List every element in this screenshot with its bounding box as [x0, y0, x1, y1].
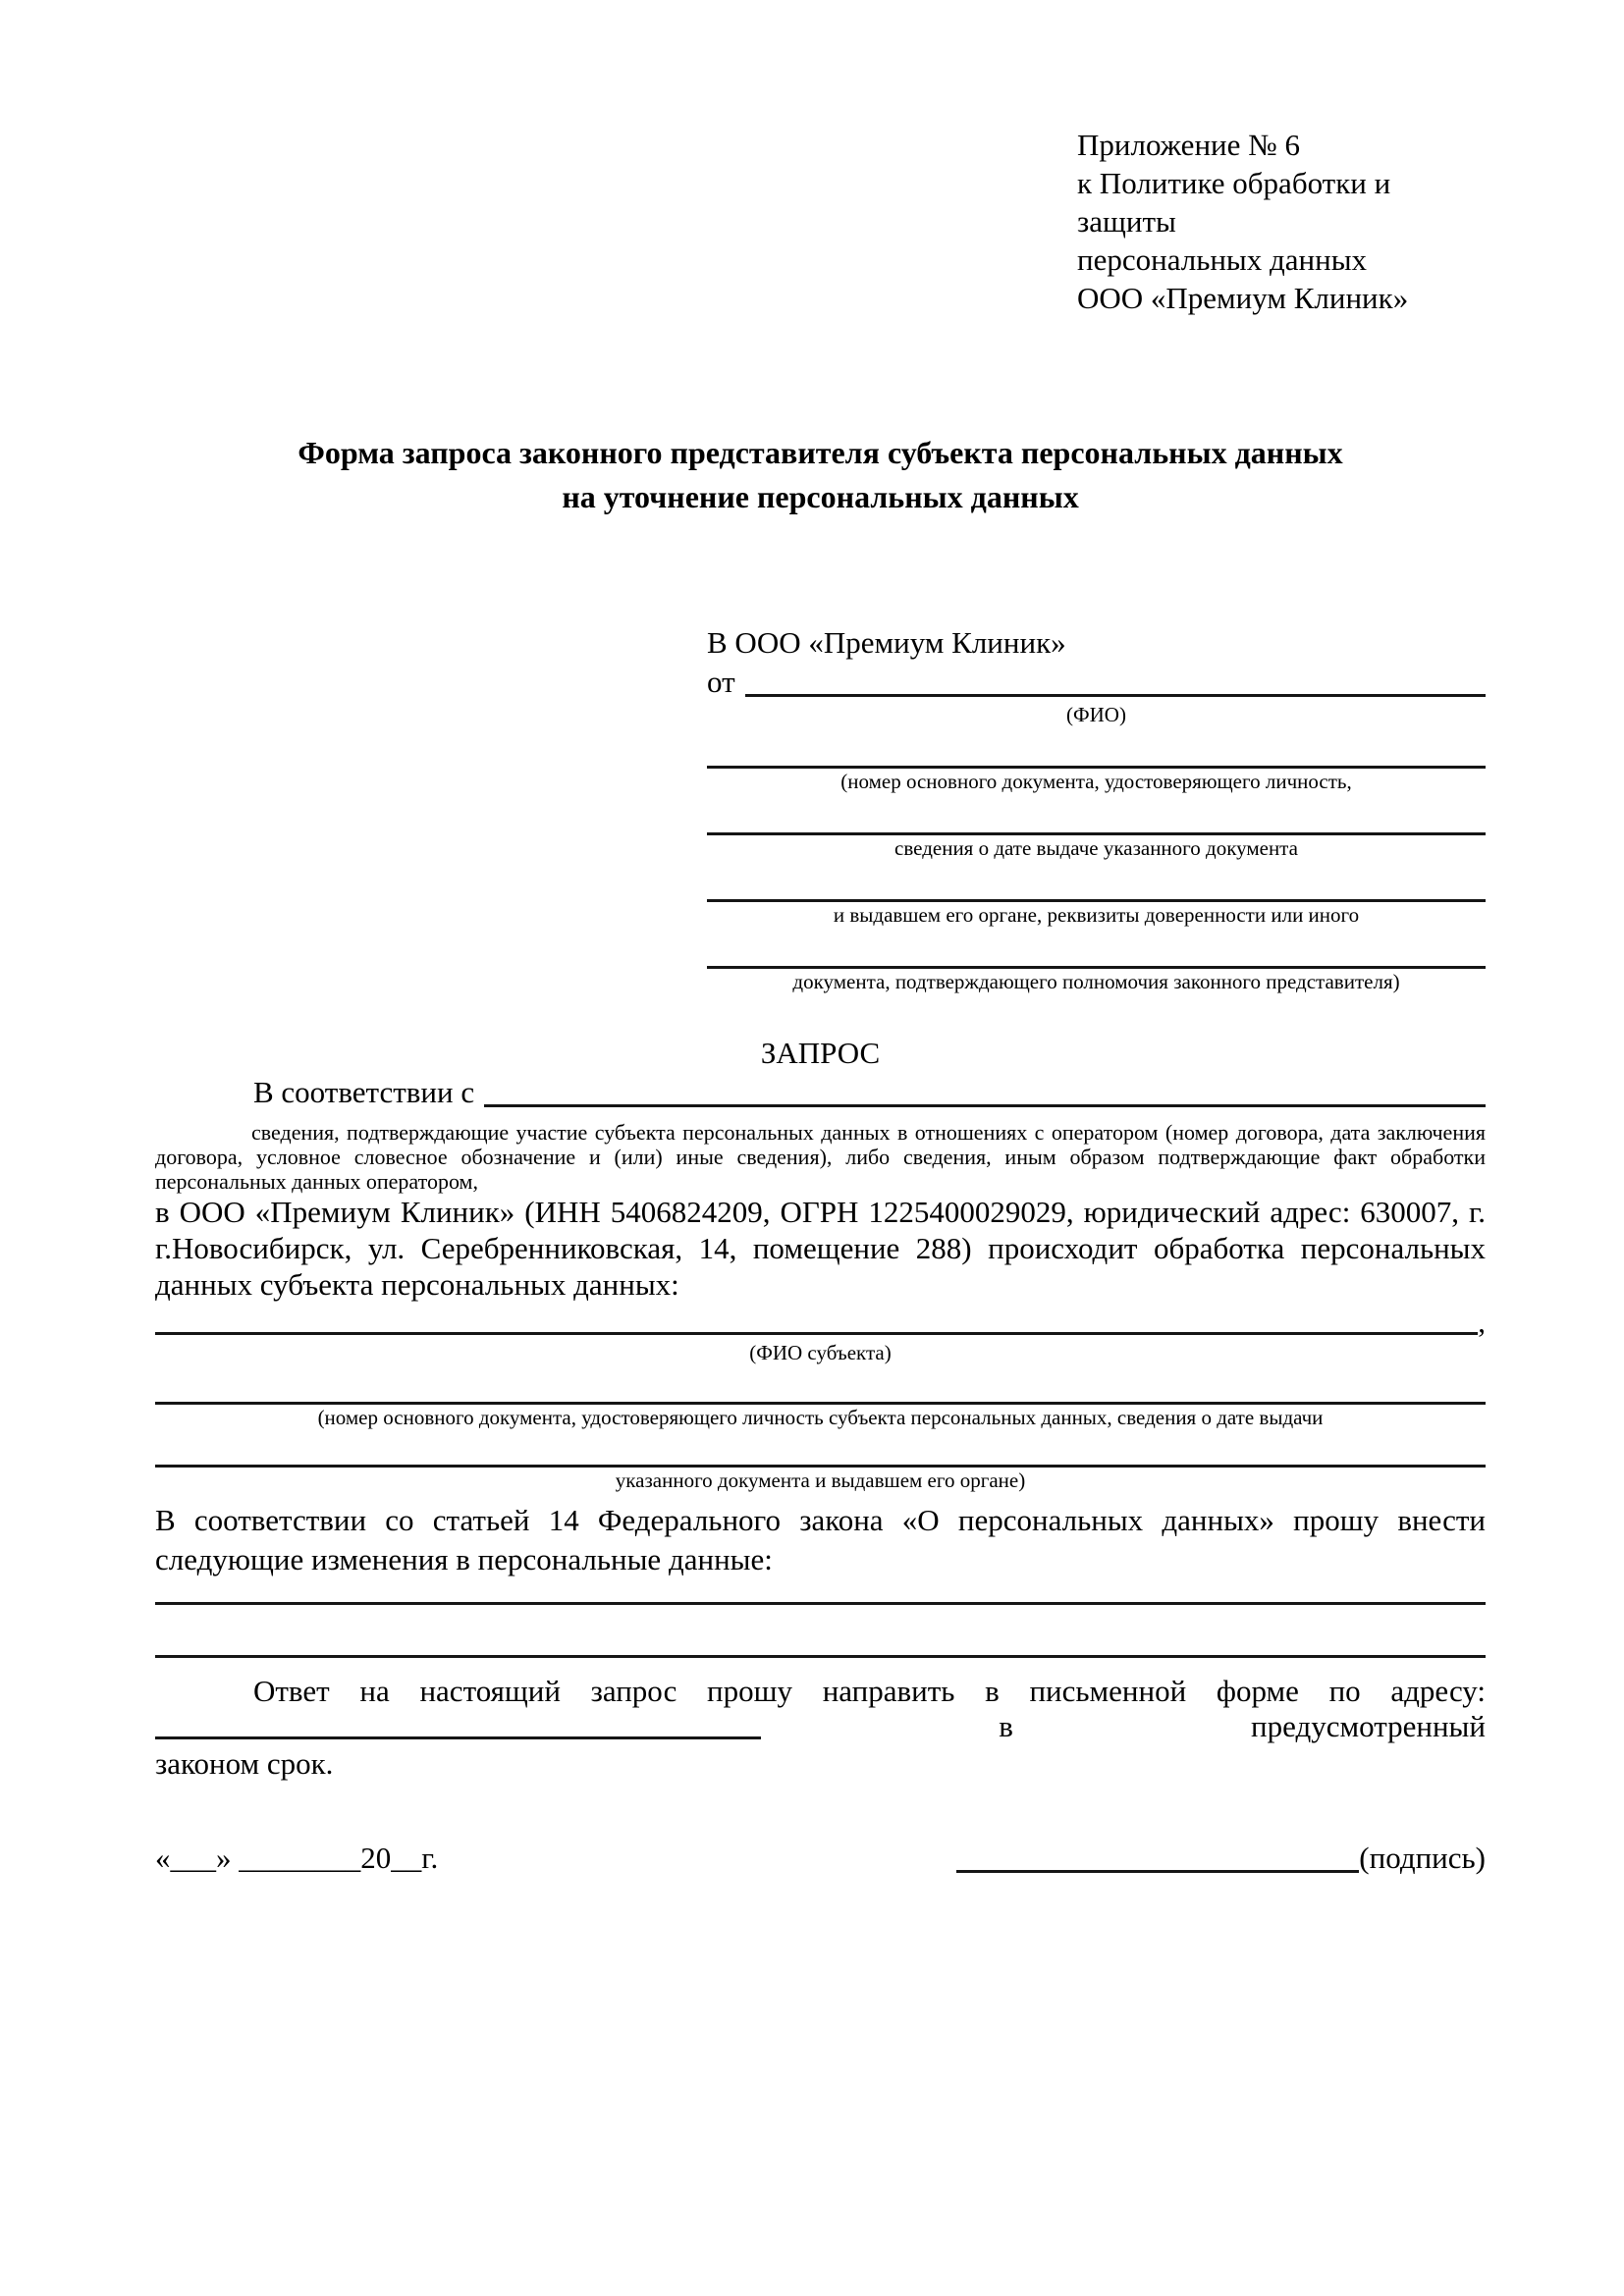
subject-document-caption-1: (номер основного документа, удостоверяющего личность субъекта персональных данных, сведения о дате выдачи [317, 1406, 1324, 1429]
response-word-in: в [999, 1709, 1013, 1743]
signature-blank-line [956, 1870, 1359, 1873]
response-address-blank-row [155, 1711, 1486, 1744]
date-blank-line: «___» ________20__г. [155, 1841, 439, 1875]
appendix-line-1: Приложение № 6 [1077, 128, 1300, 162]
blank-line [707, 861, 1486, 902]
signature-group [956, 1839, 1486, 1878]
subject-document-caption-2: указанного документа и выдавшем его органе) [615, 1468, 1026, 1492]
addressee-to-line: В ООО «Премиум Клиник» [707, 625, 1066, 660]
blank-line [707, 794, 1486, 835]
document-title [155, 431, 1486, 519]
addressee-from-row [707, 663, 1486, 702]
response-word-stipulated: предусмотренный [1251, 1709, 1486, 1743]
document-number-caption: (номер основного документа, удостоверяющего личность, [840, 770, 1352, 793]
blank-line [707, 928, 1486, 969]
request-heading: ЗАПРОС [760, 1036, 881, 1070]
appendix-line-3: персональных данных [1077, 242, 1368, 277]
document-title-line-1: Форма запроса законного представителя субъекта персональных данных [298, 435, 1343, 470]
from-blank-line [745, 694, 1486, 697]
signature-caption: (подпись) [1359, 1841, 1486, 1875]
fine-print-paragraph: сведения, подтверждающие участие субъекта персональных данных в отношениях с оператором (номер договора, дата заключения договора, условное словесное обозначение и (или) иные сведения), либо сведения, иным образом подтверждающие факт обработки персональных данных оператором, [155, 1120, 1486, 1194]
fio-caption: (ФИО) [1066, 703, 1126, 726]
subject-fio-blank-line [155, 1332, 1478, 1335]
footer-row [155, 1839, 1486, 1878]
in-accordance-blank-line [484, 1104, 1486, 1107]
appendix-header [1077, 126, 1486, 317]
in-accordance-label: В соответствии с [253, 1075, 475, 1109]
blank-line [155, 1430, 1486, 1468]
issuing-authority-caption: и выдавшем его органе, реквизиты доверенности или иного [833, 903, 1360, 927]
trailing-comma: , [1478, 1305, 1486, 1339]
issue-date-caption: сведения о дате выдаче указанного документа [894, 836, 1298, 860]
appendix-line-2: к Политике обработки и защиты [1077, 166, 1391, 239]
in-accordance-row [155, 1073, 1486, 1112]
document-title-line-2: на уточнение персональных данных [562, 479, 1079, 514]
operator-paragraph: в ООО «Премиум Клиник» (ИНН 5406824209, ОГРН 1225400029029, юридический адрес: 630007, г. г.Новосибирск, ул. Серебренниковская, 14, помещение 288) происходит обработка персональных данных субъекта персональных данных: [155, 1195, 1486, 1302]
response-term-line: законом срок. [155, 1746, 334, 1781]
appendix-line-4: ООО «Премиум Клиник» [1077, 281, 1409, 315]
authority-document-caption: документа, подтверждающего полномочия законного представителя) [792, 970, 1400, 993]
address-blank-line [155, 1736, 761, 1739]
addressee-block [707, 623, 1486, 994]
from-label: от [707, 665, 735, 699]
blank-line [155, 1365, 1486, 1405]
article14-paragraph: В соответствии со статьей 14 Федерального закона «О персональных данных» прошу внести следующие изменения в персональные данные: [155, 1503, 1486, 1576]
subject-fio-row [155, 1303, 1486, 1340]
blank-line [707, 727, 1486, 769]
subject-fio-caption: (ФИО субъекта) [749, 1341, 892, 1364]
blank-line [155, 1579, 1486, 1605]
response-address-line: Ответ на настоящий запрос прошу направить в письменной форме по адресу: [253, 1674, 1486, 1708]
blank-line [155, 1605, 1486, 1658]
